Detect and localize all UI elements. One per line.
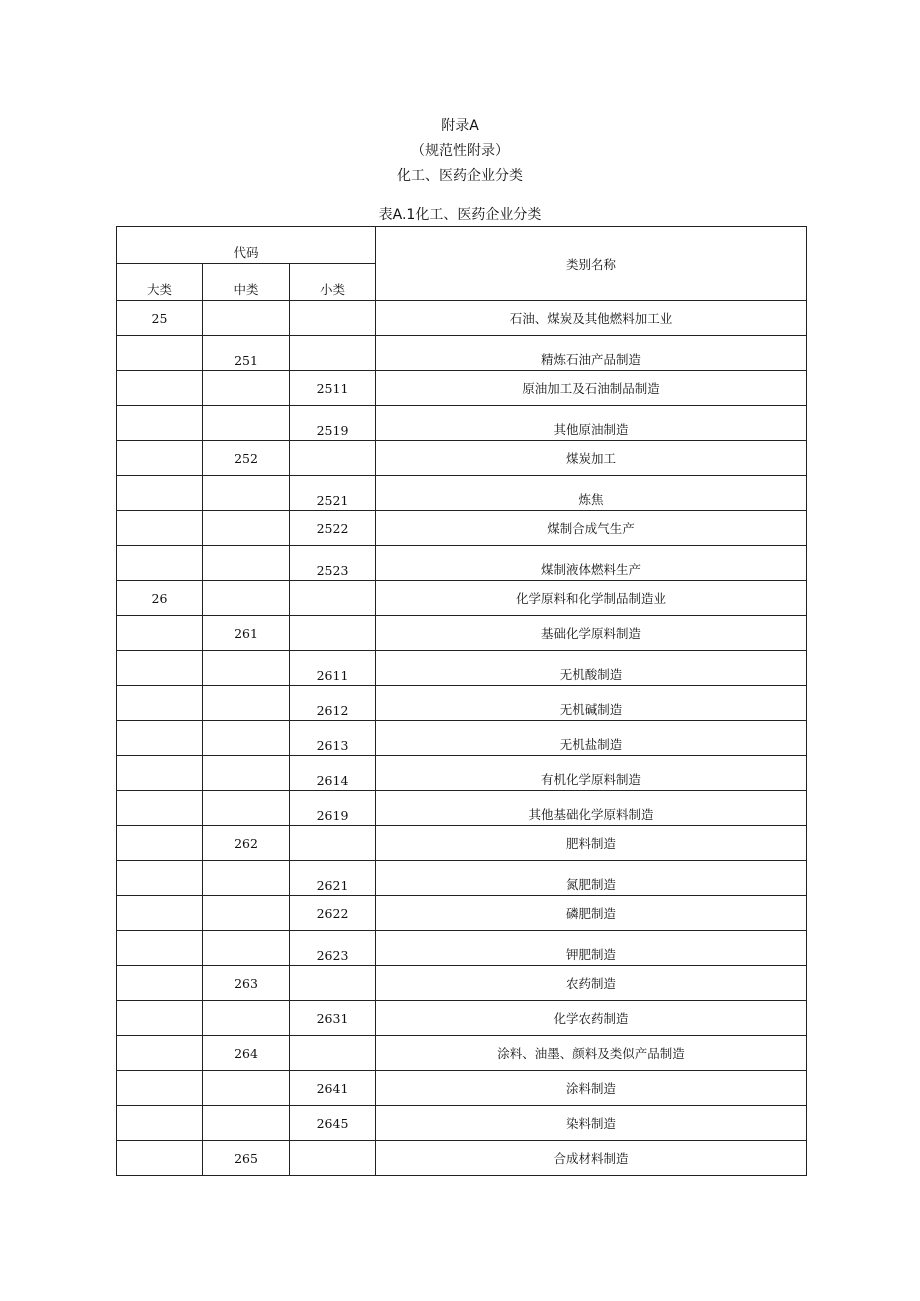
category-name-cell: 农药制造 <box>376 966 807 1001</box>
category-name-cell: 合成材料制造 <box>376 1141 807 1176</box>
major-code-cell <box>117 896 203 931</box>
category-name-cell: 其他基础化学原料制造 <box>376 791 807 826</box>
medium-code-cell: 261 <box>203 616 290 651</box>
name-header: 类别名称 <box>376 227 807 301</box>
category-name-cell: 煤炭加工 <box>376 441 807 476</box>
category-name-cell: 精炼石油产品制造 <box>376 336 807 371</box>
table-row <box>117 826 807 861</box>
table-row <box>117 1106 807 1141</box>
table-row <box>117 511 807 546</box>
major-code-cell <box>117 651 203 686</box>
minor-code-cell: 2621 <box>290 861 376 896</box>
table-row <box>117 371 807 406</box>
category-name-cell: 氮肥制造 <box>376 861 807 896</box>
major-code-cell: 25 <box>117 301 203 336</box>
major-code-cell <box>117 371 203 406</box>
major-code-cell <box>117 791 203 826</box>
minor-code-cell <box>290 966 376 1001</box>
category-name-cell: 无机碱制造 <box>376 686 807 721</box>
minor-code-cell: 2612 <box>290 686 376 721</box>
minor-code-cell: 2611 <box>290 651 376 686</box>
major-code-cell <box>117 546 203 581</box>
medium-code-cell: 264 <box>203 1036 290 1071</box>
minor-code-cell: 2619 <box>290 791 376 826</box>
medium-code-cell <box>203 406 290 441</box>
major-code-cell <box>117 931 203 966</box>
major-code-cell <box>117 1141 203 1176</box>
table-row <box>117 476 807 511</box>
major-code-cell <box>117 1001 203 1036</box>
major-code-cell: 26 <box>117 581 203 616</box>
major-header: 大类 <box>117 264 203 301</box>
medium-code-cell <box>203 1071 290 1106</box>
category-name-cell: 钾肥制造 <box>376 931 807 966</box>
major-code-cell <box>117 511 203 546</box>
medium-code-cell <box>203 791 290 826</box>
minor-code-cell <box>290 616 376 651</box>
medium-code-cell <box>203 931 290 966</box>
table-row <box>117 616 807 651</box>
category-name-cell: 化学农药制造 <box>376 1001 807 1036</box>
medium-code-cell <box>203 721 290 756</box>
table-row <box>117 1141 807 1176</box>
table-row <box>117 651 807 686</box>
category-name-cell: 其他原油制造 <box>376 406 807 441</box>
major-code-cell <box>117 686 203 721</box>
category-name-cell: 肥料制造 <box>376 826 807 861</box>
major-code-cell <box>117 756 203 791</box>
medium-code-cell <box>203 371 290 406</box>
table-row <box>117 721 807 756</box>
category-name-cell: 染料制造 <box>376 1106 807 1141</box>
table-row <box>117 581 807 616</box>
minor-code-cell: 2645 <box>290 1106 376 1141</box>
medium-code-cell: 251 <box>203 336 290 371</box>
medium-code-cell: 265 <box>203 1141 290 1176</box>
major-code-cell <box>117 476 203 511</box>
minor-code-cell <box>290 301 376 336</box>
table-row <box>117 301 807 336</box>
category-name-cell: 石油、煤炭及其他燃料加工业 <box>376 301 807 336</box>
minor-code-cell: 2623 <box>290 931 376 966</box>
minor-code-cell: 2641 <box>290 1071 376 1106</box>
minor-code-cell: 2613 <box>290 721 376 756</box>
table-row <box>117 756 807 791</box>
table-row <box>117 546 807 581</box>
major-code-cell <box>117 441 203 476</box>
major-code-cell <box>117 861 203 896</box>
table-row <box>117 1071 807 1106</box>
minor-code-cell <box>290 1141 376 1176</box>
table-row <box>117 406 807 441</box>
minor-code-cell: 2519 <box>290 406 376 441</box>
medium-code-cell <box>203 861 290 896</box>
minor-code-cell: 2614 <box>290 756 376 791</box>
table-row <box>117 1036 807 1071</box>
appendix-title: 附录A <box>441 118 479 134</box>
major-code-cell <box>117 406 203 441</box>
category-name-cell: 煤制液体燃料生产 <box>376 546 807 581</box>
classification-table <box>116 226 807 1176</box>
minor-code-cell <box>290 826 376 861</box>
medium-code-cell <box>203 1001 290 1036</box>
category-name-cell: 无机酸制造 <box>376 651 807 686</box>
table-row <box>117 336 807 371</box>
major-code-cell <box>117 826 203 861</box>
table-body <box>117 301 807 1176</box>
code-group-header: 代码 <box>117 227 376 264</box>
minor-code-cell: 2521 <box>290 476 376 511</box>
medium-header: 中类 <box>203 264 290 301</box>
minor-code-cell: 2523 <box>290 546 376 581</box>
medium-code-cell <box>203 511 290 546</box>
minor-code-cell: 2631 <box>290 1001 376 1036</box>
major-code-cell <box>117 721 203 756</box>
medium-code-cell: 262 <box>203 826 290 861</box>
category-name-cell: 煤制合成气生产 <box>376 511 807 546</box>
major-code-cell <box>117 1071 203 1106</box>
category-name-cell: 原油加工及石油制品制造 <box>376 371 807 406</box>
minor-code-cell: 2522 <box>290 511 376 546</box>
major-code-cell <box>117 616 203 651</box>
medium-code-cell: 263 <box>203 966 290 1001</box>
table-row <box>117 966 807 1001</box>
category-name-cell: 涂料、油墨、颜料及类似产品制造 <box>376 1036 807 1071</box>
category-name-cell: 化学原料和化学制品制造业 <box>376 581 807 616</box>
appendix-subtitle: （规范性附录） <box>411 143 509 159</box>
minor-code-cell <box>290 1036 376 1071</box>
table-row <box>117 896 807 931</box>
medium-code-cell <box>203 1106 290 1141</box>
category-name-cell: 基础化学原料制造 <box>376 616 807 651</box>
medium-code-cell <box>203 301 290 336</box>
medium-code-cell: 252 <box>203 441 290 476</box>
minor-code-cell <box>290 581 376 616</box>
major-code-cell <box>117 336 203 371</box>
table-caption: 表A.1化工、医药企业分类 <box>378 207 542 223</box>
medium-code-cell <box>203 896 290 931</box>
medium-code-cell <box>203 756 290 791</box>
table-row <box>117 861 807 896</box>
appendix-heading: 化工、医药企业分类 <box>397 168 523 184</box>
medium-code-cell <box>203 686 290 721</box>
minor-code-cell <box>290 441 376 476</box>
table-row <box>117 1001 807 1036</box>
medium-code-cell <box>203 476 290 511</box>
medium-code-cell <box>203 651 290 686</box>
category-name-cell: 磷肥制造 <box>376 896 807 931</box>
table-row <box>117 441 807 476</box>
minor-header: 小类 <box>290 264 376 301</box>
medium-code-cell <box>203 546 290 581</box>
minor-code-cell <box>290 336 376 371</box>
category-name-cell: 无机盐制造 <box>376 721 807 756</box>
major-code-cell <box>117 1036 203 1071</box>
medium-code-cell <box>203 581 290 616</box>
category-name-cell: 有机化学原料制造 <box>376 756 807 791</box>
category-name-cell: 炼焦 <box>376 476 807 511</box>
major-code-cell <box>117 966 203 1001</box>
table-row <box>117 791 807 826</box>
category-name-cell: 涂料制造 <box>376 1071 807 1106</box>
major-code-cell <box>117 1106 203 1141</box>
table-row <box>117 931 807 966</box>
minor-code-cell: 2511 <box>290 371 376 406</box>
table-row <box>117 686 807 721</box>
minor-code-cell: 2622 <box>290 896 376 931</box>
